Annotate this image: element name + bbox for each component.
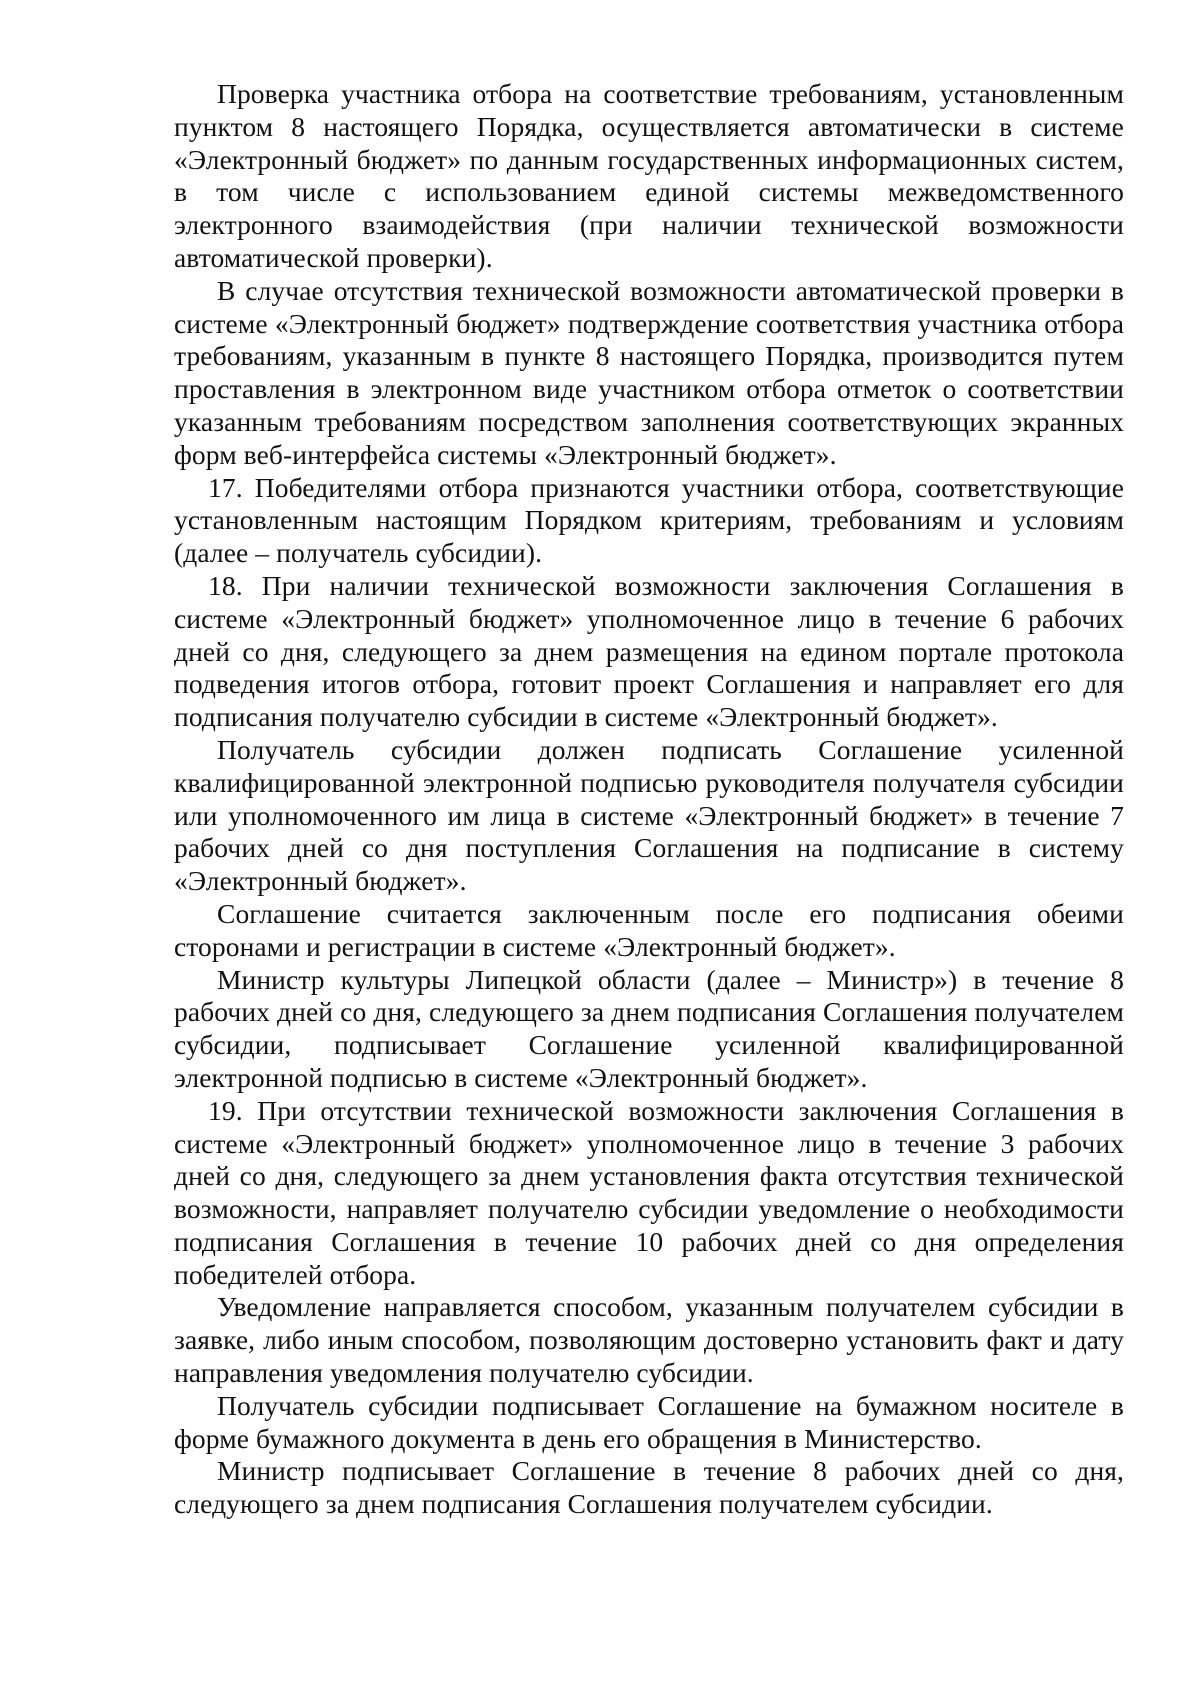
paragraph-recipient-paper-sign: Получатель субсидии подписывает Соглашение на бумажном носителе в форме бумажного документа в день его обращения в Министерство. [174, 1389, 1124, 1454]
paragraph-notification-method: Уведомление направляется способом, указанным получателем субсидии в заявке, либо иным способом, позволяющим достоверно установить факт и дату направления уведомления получателю субсидии. [174, 1291, 1124, 1389]
paragraph-minister-paper-sign: Министр подписывает Соглашение в течение 8 рабочих дней со дня, следующего за днем подписания Соглашения получателем субсидии. [174, 1455, 1124, 1520]
paragraph-19-agreement-paper: 19. При отсутствии технической возможности заключения Соглашения в системе «Электронный бюджет» уполномоченное лицо в течение 3 рабочих дней со дня, следующего за днем установления факта отсутствия технической возможности, направляет получателю субсидии уведомление о необходимости подписания Соглашения в течение 10 рабочих дней со дня определения победителей отбора. [174, 1094, 1124, 1290]
document-body [174, 78, 1124, 1521]
paragraph-17-winners: 17. Победителями отбора признаются участники отбора, соответствующие установленным настоящим Порядком критериям, требованиям и условиям (далее – получатель субсидии). [174, 471, 1124, 569]
paragraph-minister-signs-electronic: Министр культуры Липецкой области (далее – Министр») в течение 8 рабочих дней со дня, следующего за днем подписания Соглашения получателем субсидии, подписывает Соглашение усиленной квалифицированной электронной подписью в системе «Электронный бюджет». [174, 963, 1124, 1093]
paragraph-agreement-concluded: Соглашение считается заключенным после его подписания обеими сторонами и регистрации в системе «Электронный бюджет». [174, 897, 1124, 962]
paragraph-recipient-signature: Получатель субсидии должен подписать Соглашение усиленной квалифицированной электронной подписью руководителя получателя субсидии или уполномоченного им лица в системе «Электронный бюджет» в течение 7 рабочих дней со дня поступления Соглашения на подписание в систему «Электронный бюджет». [174, 733, 1124, 897]
paragraph-check-manual: В случае отсутствия технической возможности автоматической проверки в системе «Электронный бюджет» подтверждение соответствия участника отбора требованиям, указанным в пункте 8 настоящего Порядка, производится путем проставления в электронном виде участником отбора отметок о соответствии указанным требованиям посредством заполнения соответствующих экранных форм веб-интерфейса системы «Электронный бюджет». [174, 274, 1124, 470]
paragraph-check-auto: Проверка участника отбора на соответствие требованиям, установленным пунктом 8 настоящего Порядка, осуществляется автоматически в системе «Электронный бюджет» по данным государственных информационных систем, в том числе с использованием единой системы межведомственного электронного взаимодействия (при наличии технической возможности автоматической проверки). [174, 78, 1124, 273]
paragraph-18-agreement-electronic: 18. При наличии технической возможности заключения Соглашения в системе «Электронный бюджет» уполномоченное лицо в течение 6 рабочих дней со дня, следующего за днем размещения на едином портале протокола подведения итогов отбора, готовит проект Соглашения и направляет его для подписания получателю субсидии в системе «Электронный бюджет». [174, 569, 1124, 733]
